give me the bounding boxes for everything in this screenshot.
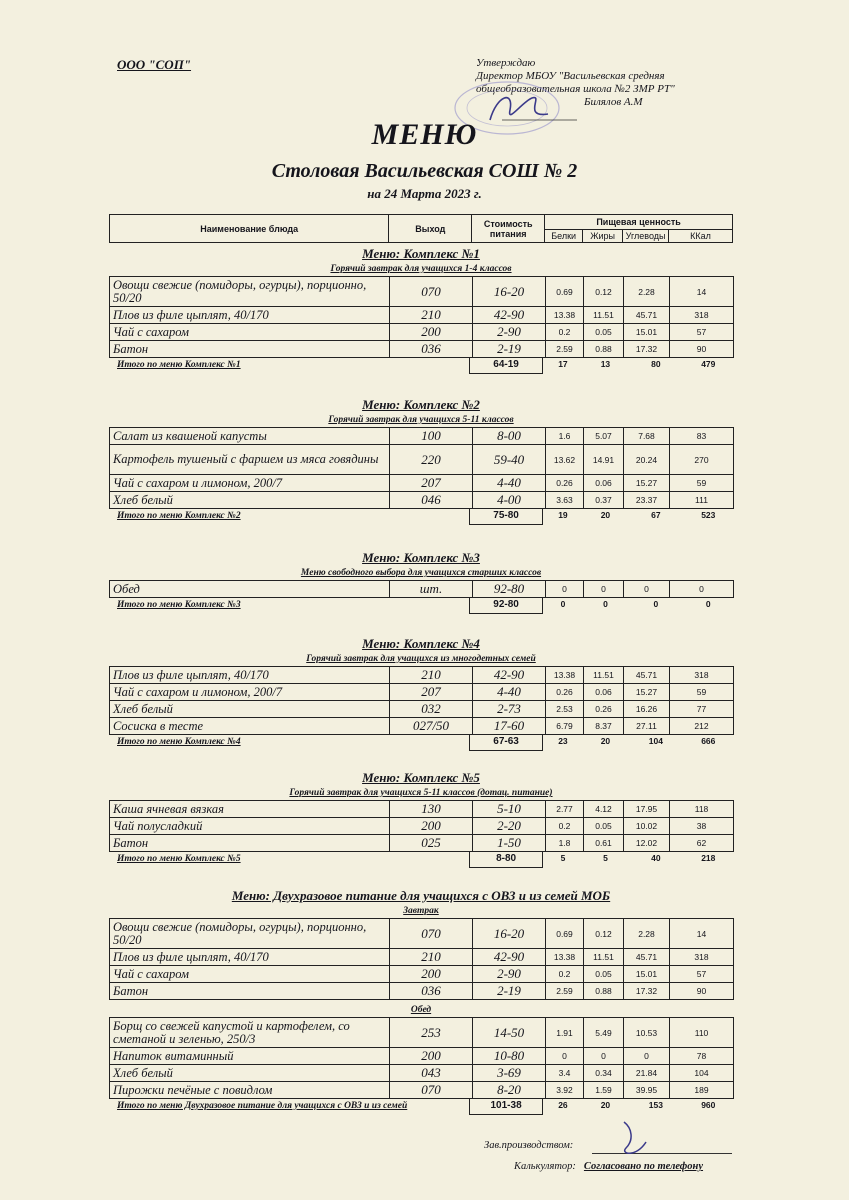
signature-icon	[612, 1118, 652, 1162]
dish-price: 10-80	[473, 1048, 546, 1065]
total-label: Итого по меню Комплекс №1	[117, 360, 241, 370]
page-date: на 24 Марта 2023 г.	[367, 186, 482, 201]
dish-row	[110, 475, 734, 492]
total-price: 92-80	[469, 598, 543, 614]
section-title: Меню: Комплекс №3	[362, 550, 480, 565]
dish-proteins: 2.53	[546, 701, 584, 718]
total-price: 101-38	[469, 1099, 543, 1115]
total-carbs: 67	[651, 510, 661, 520]
dish-output: 200	[390, 966, 473, 983]
dish-fats: 0	[584, 1048, 624, 1065]
dish-kcal: 90	[670, 341, 734, 358]
dish-kcal: 318	[670, 307, 734, 324]
menu-section	[109, 397, 733, 525]
dish-fats: 0.06	[584, 684, 624, 701]
dish-output: 046	[390, 492, 473, 509]
dish-output: 070	[390, 919, 473, 949]
dish-carbs: 15.01	[624, 966, 670, 983]
dish-carbs: 20.24	[624, 445, 670, 475]
column-header-table	[109, 214, 733, 243]
dish-kcal: 270	[670, 445, 734, 475]
dish-proteins: 0.69	[546, 919, 584, 949]
dish-name: Обед	[110, 581, 390, 598]
total-label: Итого по меню Комплекс №3	[117, 600, 241, 610]
approval-line: общеобразовательная школа №2 ЗМР РТ"	[476, 83, 675, 95]
dish-name: Чай с сахаром	[110, 966, 390, 983]
total-fats: 5	[603, 853, 608, 863]
dish-name: Овощи свежие (помидоры, огурцы), порционно, 50/20	[110, 277, 390, 307]
dish-price: 4-40	[473, 684, 546, 701]
total-proteins: 5	[560, 853, 566, 863]
dish-fats: 5.49	[584, 1018, 624, 1048]
dish-price: 2-20	[473, 818, 546, 835]
dish-row	[110, 718, 734, 735]
total-carbs: 104	[648, 736, 663, 746]
dish-table	[109, 666, 734, 735]
dish-kcal: 77	[670, 701, 734, 718]
section-subtitle: Горячий завтрак для учащихся 1-4 классов	[330, 264, 512, 274]
dish-kcal: 318	[670, 949, 734, 966]
dish-name: Картофель тушеный с фаршем из мяса говядины	[110, 445, 390, 475]
dish-price: 4-00	[473, 492, 546, 509]
dish-fats: 8.37	[584, 718, 624, 735]
dish-proteins: 0	[546, 1048, 584, 1065]
total-carbs: 0	[653, 599, 659, 609]
total-kcal: 0	[705, 599, 711, 609]
dish-proteins: 0.69	[546, 277, 584, 307]
dish-output: 200	[390, 818, 473, 835]
dish-name: Хлеб белый	[110, 492, 390, 509]
dish-fats: 0.06	[584, 475, 624, 492]
dish-carbs: 16.26	[624, 701, 670, 718]
dish-proteins: 0.2	[546, 818, 584, 835]
dish-kcal: 57	[670, 324, 734, 341]
dish-price: 16-20	[473, 919, 546, 949]
page-subtitle: Столовая Васильевская СОШ № 2	[271, 160, 578, 182]
dish-proteins: 3.63	[546, 492, 584, 509]
dish-kcal: 78	[670, 1048, 734, 1065]
dish-price: 5-10	[473, 801, 546, 818]
total-kcal: 218	[701, 853, 716, 863]
section-total	[109, 509, 733, 525]
header-nutrition: Пищевая ценность	[545, 215, 733, 230]
dish-output: 210	[390, 307, 473, 324]
dish-fats: 0.61	[584, 835, 624, 852]
dish-kcal: 118	[670, 801, 734, 818]
dish-fats: 11.51	[584, 949, 624, 966]
dish-proteins: 6.79	[546, 718, 584, 735]
total-carbs: 153	[648, 1100, 663, 1110]
dish-kcal: 14	[670, 919, 734, 949]
dish-output: 043	[390, 1065, 473, 1082]
dish-proteins: 13.38	[546, 307, 584, 324]
total-fats: 0	[603, 599, 608, 609]
dish-output: 025	[390, 835, 473, 852]
dish-carbs: 15.27	[624, 475, 670, 492]
section-subtitle: Горячий завтрак для учащихся 5-11 классов (дотац. питание)	[289, 788, 553, 798]
section-subtitle: Меню свободного выбора для учащихся старших классов	[300, 568, 542, 578]
total-proteins: 19	[558, 510, 568, 520]
dish-kcal: 104	[670, 1065, 734, 1082]
section-title: Меню: Комплекс №2	[362, 397, 480, 412]
approval-signatory: Билялов А.М	[584, 96, 643, 108]
dish-price: 17-60	[473, 718, 546, 735]
dish-kcal: 62	[670, 835, 734, 852]
dish-price: 59-40	[473, 445, 546, 475]
dish-carbs: 10.02	[624, 818, 670, 835]
dish-proteins: 0	[546, 581, 584, 598]
dish-kcal: 83	[670, 428, 734, 445]
dish-price: 14-50	[473, 1018, 546, 1048]
total-kcal: 523	[701, 510, 716, 520]
dish-proteins: 2.59	[546, 983, 584, 1000]
total-price: 67-63	[469, 735, 543, 751]
dish-proteins: 13.38	[546, 667, 584, 684]
dish-name: Плов из филе цыплят, 40/170	[110, 949, 390, 966]
dish-carbs: 17.32	[624, 983, 670, 1000]
dish-proteins: 1.6	[546, 428, 584, 445]
dish-proteins: 0.2	[546, 966, 584, 983]
total-price: 75-80	[469, 509, 543, 525]
dish-name: Напиток витаминный	[110, 1048, 390, 1065]
dish-row	[110, 983, 734, 1000]
dish-price: 8-00	[473, 428, 546, 445]
dish-price: 2-73	[473, 701, 546, 718]
dish-output: 070	[390, 277, 473, 307]
dish-row	[110, 492, 734, 509]
dish-fats: 0	[584, 581, 624, 598]
dish-name: Борщ со свежей капустой и картофелем, со сметаной и зеленью, 250/3	[110, 1018, 390, 1048]
dish-proteins: 3.92	[546, 1082, 584, 1099]
dish-fats: 0.88	[584, 983, 624, 1000]
total-label: Итого по меню Комплекс №5	[117, 854, 241, 864]
dish-price: 2-90	[473, 966, 546, 983]
dish-price: 42-90	[473, 667, 546, 684]
dish-output: шт.	[390, 581, 473, 598]
dish-name: Плов из филе цыплят, 40/170	[110, 307, 390, 324]
dish-output: 100	[390, 428, 473, 445]
dish-fats: 0.88	[584, 341, 624, 358]
dish-fats: 0.05	[584, 966, 624, 983]
dish-name: Плов из филе цыплят, 40/170	[110, 667, 390, 684]
total-label: Итого по меню Комплекс №4	[117, 737, 241, 747]
dish-kcal: 318	[670, 667, 734, 684]
total-fats: 20	[600, 736, 611, 746]
dish-proteins: 0.26	[546, 475, 584, 492]
dish-carbs: 23.37	[624, 492, 670, 509]
total-carbs: 80	[651, 359, 661, 369]
menu-section	[109, 636, 733, 751]
dish-output: 210	[390, 667, 473, 684]
dish-row	[110, 277, 734, 307]
dish-name: Хлеб белый	[110, 701, 390, 718]
dish-kcal: 212	[670, 718, 734, 735]
dish-fats: 5.07	[584, 428, 624, 445]
section-subtitle: Завтрак	[403, 906, 439, 916]
dish-output: 207	[390, 684, 473, 701]
dish-kcal: 90	[670, 983, 734, 1000]
section-subtitle: Горячий завтрак для учащихся из многодетных семей	[306, 654, 536, 664]
dish-proteins: 0.26	[546, 684, 584, 701]
dish-price: 92-80	[473, 581, 546, 598]
approval-line: Утверждаю	[476, 57, 536, 69]
dish-table	[109, 800, 734, 852]
dish-price: 2-90	[473, 324, 546, 341]
dish-row	[110, 324, 734, 341]
dish-carbs: 10.53	[624, 1018, 670, 1048]
total-kcal: 960	[701, 1100, 716, 1110]
dish-output: 210	[390, 949, 473, 966]
dish-carbs: 15.01	[624, 324, 670, 341]
dish-kcal: 189	[670, 1082, 734, 1099]
dish-kcal: 110	[670, 1018, 734, 1048]
page-title: МЕНЮ	[371, 118, 478, 151]
dish-carbs: 2.28	[624, 277, 670, 307]
dish-row	[110, 949, 734, 966]
menu-section	[109, 246, 733, 374]
dish-carbs: 45.71	[624, 307, 670, 324]
total-kcal: 666	[701, 736, 716, 746]
dish-fats: 0.05	[584, 324, 624, 341]
header-fats: Жиры	[583, 230, 623, 243]
dish-kcal: 111	[670, 492, 734, 509]
section-title: Меню: Комплекс №5	[362, 770, 480, 785]
dish-fats: 0.05	[584, 818, 624, 835]
calculator-label: Калькулятор:	[514, 1161, 576, 1172]
dish-table	[109, 1017, 734, 1099]
dish-output: 130	[390, 801, 473, 818]
dish-fats: 11.51	[584, 307, 624, 324]
dish-proteins: 1.91	[546, 1018, 584, 1048]
dish-name: Батон	[110, 341, 390, 358]
dish-proteins: 3.4	[546, 1065, 584, 1082]
dish-price: 2-19	[473, 983, 546, 1000]
dish-price: 4-40	[473, 475, 546, 492]
header-proteins: Белки	[545, 230, 583, 243]
approval-line: Директор МБОУ "Васильевская средняя	[476, 70, 665, 82]
dish-proteins: 1.8	[546, 835, 584, 852]
dish-carbs: 27.11	[624, 718, 670, 735]
dish-kcal: 0	[670, 581, 734, 598]
dish-row	[110, 919, 734, 949]
dish-output: 027/50	[390, 718, 473, 735]
dish-row	[110, 445, 734, 475]
dish-fats: 0.26	[584, 701, 624, 718]
calculator-value: Согласовано по телефону	[583, 1161, 704, 1172]
dish-row	[110, 801, 734, 818]
section-title: Меню: Двухразовое питание для учащихся с ОВЗ и из семей МОБ	[231, 888, 611, 903]
dish-output: 200	[390, 324, 473, 341]
dish-kcal: 38	[670, 818, 734, 835]
dish-output: 200	[390, 1048, 473, 1065]
dish-carbs: 12.02	[624, 835, 670, 852]
header-price: Стоимость питания	[472, 215, 545, 243]
dish-name: Чай полусладкий	[110, 818, 390, 835]
organization-name: ООО "СОП"	[117, 57, 192, 72]
dish-carbs: 0	[624, 581, 670, 598]
dish-row	[110, 667, 734, 684]
section-subtitle: Горячий завтрак для учащихся 5-11 классов	[328, 415, 514, 425]
header-carbs: Углеводы	[623, 230, 669, 243]
dish-kcal: 59	[670, 684, 734, 701]
total-proteins: 26	[558, 1100, 568, 1110]
dish-fats: 0.12	[584, 277, 624, 307]
section-title: Меню: Комплекс №1	[362, 246, 480, 261]
dish-carbs: 39.95	[624, 1082, 670, 1099]
dish-row	[110, 1018, 734, 1048]
dish-carbs: 17.32	[624, 341, 670, 358]
total-price: 64-19	[469, 358, 543, 374]
dish-name: Сосиска в тесте	[110, 718, 390, 735]
dish-row	[110, 835, 734, 852]
dish-name: Чай с сахаром и лимоном, 200/7	[110, 475, 390, 492]
dish-name: Чай с сахаром	[110, 324, 390, 341]
section-total	[109, 598, 733, 614]
dish-carbs: 45.71	[624, 949, 670, 966]
dish-output: 070	[390, 1082, 473, 1099]
dish-row	[110, 581, 734, 598]
dish-kcal: 57	[670, 966, 734, 983]
dish-fats: 11.51	[584, 667, 624, 684]
dish-carbs: 21.84	[624, 1065, 670, 1082]
calculator-line	[514, 1161, 703, 1172]
dish-row	[110, 341, 734, 358]
dish-carbs: 7.68	[624, 428, 670, 445]
dish-name: Хлеб белый	[110, 1065, 390, 1082]
dish-name: Пирожки печёные с повидлом	[110, 1082, 390, 1099]
dish-table	[109, 580, 734, 598]
dish-output: 036	[390, 983, 473, 1000]
dish-name: Салат из квашеной капусты	[110, 428, 390, 445]
total-fats: 20	[600, 510, 611, 520]
production-label: Зав.производством:	[484, 1140, 574, 1151]
dish-fats: 14.91	[584, 445, 624, 475]
dish-proteins: 2.77	[546, 801, 584, 818]
dish-row	[110, 818, 734, 835]
dish-carbs: 45.71	[624, 667, 670, 684]
total-proteins: 23	[558, 736, 568, 746]
total-carbs: 40	[651, 853, 661, 863]
dish-name: Батон	[110, 835, 390, 852]
dish-output: 220	[390, 445, 473, 475]
dish-name: Батон	[110, 983, 390, 1000]
dish-carbs: 2.28	[624, 919, 670, 949]
section-title: Меню: Комплекс №4	[362, 636, 480, 651]
total-proteins: 0	[560, 599, 566, 609]
dish-price: 16-20	[473, 277, 546, 307]
dish-kcal: 59	[670, 475, 734, 492]
dish-row	[110, 307, 734, 324]
dish-row	[110, 428, 734, 445]
dish-price: 3-69	[473, 1065, 546, 1082]
dish-output: 253	[390, 1018, 473, 1048]
dish-row	[110, 684, 734, 701]
dish-carbs: 17.95	[624, 801, 670, 818]
dish-row	[110, 1048, 734, 1065]
total-kcal: 479	[701, 359, 716, 369]
dish-price: 8-20	[473, 1082, 546, 1099]
dish-fats: 1.59	[584, 1082, 624, 1099]
dish-name: Каша ячневая вязкая	[110, 801, 390, 818]
dish-output: 207	[390, 475, 473, 492]
total-fats: 13	[600, 359, 611, 369]
menu-section	[109, 550, 733, 614]
dish-table	[109, 918, 734, 1000]
section-total	[109, 852, 733, 868]
total-label: Итого по меню Комплекс №2	[117, 511, 241, 521]
dish-table	[109, 276, 734, 358]
dish-output: 036	[390, 341, 473, 358]
section-total	[109, 735, 733, 751]
total-proteins: 17	[558, 359, 568, 369]
menu-section	[109, 888, 733, 1115]
dish-name: Овощи свежие (помидоры, огурцы), порционно, 50/20	[110, 919, 390, 949]
header-name: Наименование блюда	[110, 215, 389, 243]
dish-table	[109, 427, 734, 509]
dish-price: 42-90	[473, 307, 546, 324]
dish-carbs: 15.27	[624, 684, 670, 701]
dish-row	[110, 966, 734, 983]
dish-output: 032	[390, 701, 473, 718]
section-subtitle: Обед	[410, 1005, 432, 1015]
section-total	[109, 1099, 733, 1115]
dish-kcal: 14	[670, 277, 734, 307]
menu-section	[109, 770, 733, 868]
dish-fats: 4.12	[584, 801, 624, 818]
dish-price: 1-50	[473, 835, 546, 852]
section-total	[109, 358, 733, 374]
total-label: Итого по меню Двухразовое питание для учащихся с ОВЗ и из семей	[117, 1101, 408, 1111]
dish-proteins: 13.62	[546, 445, 584, 475]
header-output: Выход	[389, 215, 472, 243]
header-kcal: ККал	[669, 230, 733, 243]
dish-row	[110, 1082, 734, 1099]
dish-carbs: 0	[624, 1048, 670, 1065]
dish-price: 2-19	[473, 341, 546, 358]
dish-name: Чай с сахаром и лимоном, 200/7	[110, 684, 390, 701]
dish-proteins: 2.59	[546, 341, 584, 358]
dish-row	[110, 701, 734, 718]
dish-fats: 0.37	[584, 492, 624, 509]
dish-row	[110, 1065, 734, 1082]
dish-price: 42-90	[473, 949, 546, 966]
dish-fats: 0.12	[584, 919, 624, 949]
total-price: 8-80	[469, 852, 543, 868]
total-fats: 20	[600, 1100, 611, 1110]
dish-proteins: 0.2	[546, 324, 584, 341]
dish-fats: 0.34	[584, 1065, 624, 1082]
dish-proteins: 13.38	[546, 949, 584, 966]
